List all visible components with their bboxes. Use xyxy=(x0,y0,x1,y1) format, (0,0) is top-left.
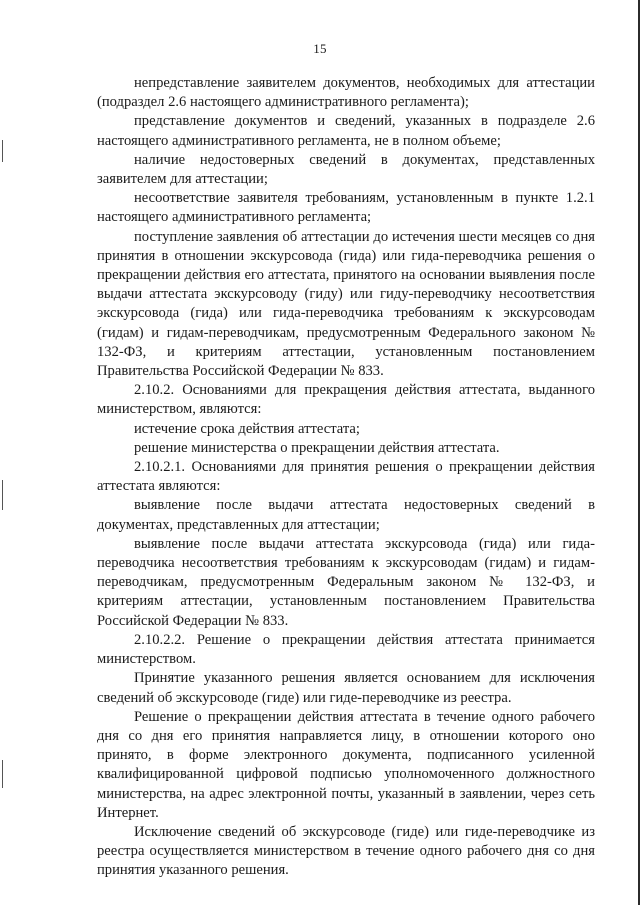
paragraph: Исключение сведений об экскурсоводе (гиде) или гиде-переводчике из реестра осуществляется министерством в течение одного рабочего дня со дня принятия указанного решения. xyxy=(97,823,595,879)
scan-artifact-left-mark xyxy=(2,480,3,510)
paragraph: наличие недостоверных сведений в документах, представленных заявителем для аттестации; xyxy=(97,151,595,188)
paragraph: Принятие указанного решения является основанием для исключения сведений об экскурсоводе (гиде) или гиде-переводчике из реестра. xyxy=(97,670,595,706)
document-body xyxy=(97,74,595,881)
paragraph: 2.10.2.2. Решение о прекращении действия аттестата принимается министерством. xyxy=(97,631,595,668)
paragraph: поступление заявления об аттестации до истечения шести месяцев со дня принятия в отношении экскурсовода (гида) или гида-переводчика решения о прекращении действия его аттестата, принятого на основании выявления после выдачи аттестата экскурсоводу (гиду) или гиду-переводчику несоответствия экскурсовода (гида) или гида-переводчика требованиям к экскурсоводам (гидам) и гидам-переводчикам, предусмотренным Федерального законом № 132-ФЗ, и критериям аттестации, установленным постановлением Правительства Российской Федерации № 833. xyxy=(97,228,595,380)
paragraph: 2.10.2.1. Основаниями для принятия решения о прекращении действия аттестата являются: xyxy=(97,459,595,495)
paragraph: Решение о прекращении действия аттестата в течение одного рабочего дня со дня его принятия направляется лицу, в отношении которого оно принято, в форме электронного документа, подписанного усиленной квалифицированной цифровой подписью уполномоченного должностного министерства, на адрес электронной почты, указанный в заявлении, через сеть Интернет. xyxy=(97,708,595,821)
paragraph: несоответствие заявителя требованиям, установленным в пункте 1.2.1 настоящего административного регламента; xyxy=(97,190,595,226)
page-number: 15 xyxy=(313,41,327,56)
paragraph: непредставление заявителем документов, необходимых для аттестации (подраздел 2.6 настоящего административного регламента); xyxy=(97,75,595,111)
paragraph: истечение срока действия аттестата; xyxy=(134,420,360,437)
scan-artifact-left-mark xyxy=(2,140,3,162)
paragraph: выявление после выдачи аттестата экскурсовода (гида) или гида-переводчика несоответствия требованиям к экскурсоводам (гидам) и гидам-переводчикам, предусмотренным Федеральным законом № 132-ФЗ, и критериям аттестации, установленным постановлением Правительства Российской Федерации № 833. xyxy=(97,535,595,629)
paragraph: 2.10.2. Основаниями для прекращения действия аттестата, выданного министерством, являются: xyxy=(97,382,595,418)
paragraph: решение министерства о прекращении действия аттестата. xyxy=(134,439,500,456)
paragraph: выявление после выдачи аттестата недостоверных сведений в документах, представленных для аттестации; xyxy=(97,497,595,533)
paragraph: представление документов и сведений, указанных в подразделе 2.6 настоящего административного регламента, не в полном объеме; xyxy=(97,113,595,149)
scan-artifact-left-mark xyxy=(2,760,3,788)
